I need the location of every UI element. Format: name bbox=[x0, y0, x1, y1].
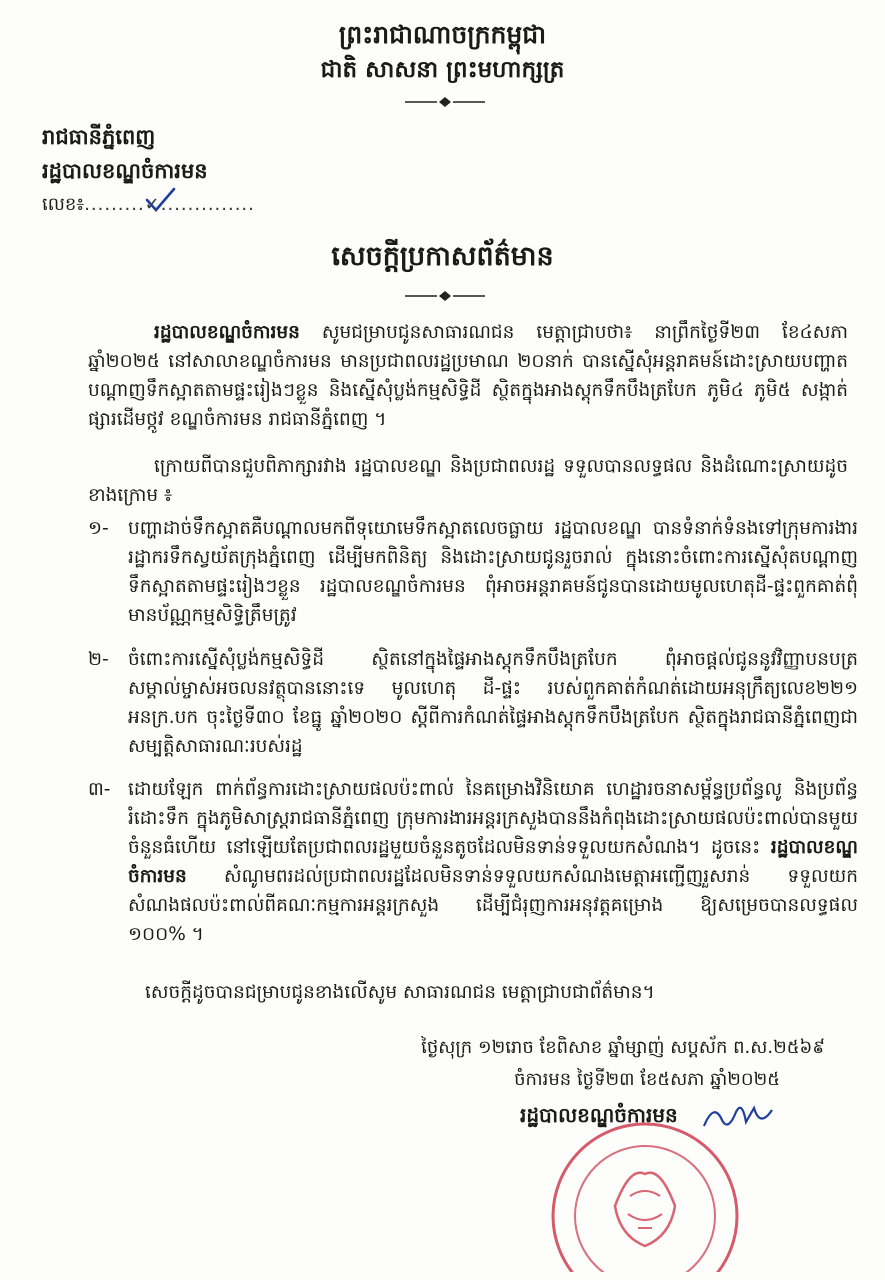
signature-icon bbox=[700, 1098, 780, 1138]
ornament-divider-title bbox=[405, 290, 485, 302]
item-text: បញ្ហាដាច់ទឹកស្អាតគឺបណ្តាលមកពីទុយោមេទឹកស្អាតលេចធ្លាយ រដ្ឋបាលខណ្ឌ បានទំនាក់ទំនងទៅក្រុមការងាររដ្ឋាករទឹកស្វយ័តក្រុងភ្នំពេញ ដើម្បីមកពិនិត្យ និងដោះស្រាយជូនរួចរាល់ ក្នុងនោះចំពោះការស្នើសុំតបណ្តាញទឹកស្អាតតាមផ្ទះរៀងៗខ្លួន រដ្ឋបាលខណ្ឌចំការមន ពុំអាចអន្តរាគមន៍ជូនបានដោយមូលហេតុដី-ផ្ទះពួកគាត់ពុំមានប័ណ្ណកម្មសិទ្ធិត្រឹមត្រូវ bbox=[128, 518, 858, 626]
item-text-bold: រដ្ឋបាលខណ្ឌចំការមន bbox=[128, 837, 858, 887]
document-title: សេចក្តីប្រកាសព័ត៌មាន bbox=[331, 241, 554, 272]
lunar-date: ថ្ងៃសុក្រ ១២រោច ខែពិសាខ ឆ្នាំម្សាញ់ សប្តស័ក ព.ស.២៥៦៩ bbox=[421, 1037, 825, 1058]
ornament-divider-top bbox=[405, 96, 485, 108]
list-item bbox=[88, 645, 858, 761]
paragraph-intro: ក្រោយពីបានជួបពិភាក្សារវាង រដ្ឋបាលខណ្ឌ និងប្រជាពលរដ្ឋ ទទួលបានលទ្ធផល និងដំណោះស្រាយដូចខាងក្រោម ៖ bbox=[88, 456, 848, 506]
paragraph-text: សូមជម្រាបជូនសាធារណជន មេត្តាជ្រាបថា៖ នាព្រឹកថ្ងៃទី២៣ ខែ៤សភា ឆ្នាំ២០២៥ នៅសាលាខណ្ឌចំការមន មានប្រជាពលរដ្ឋប្រមាណ ២០នាក់ បានស្នើសុំអន្តរាគមន៍ដោះស្រាយបញ្ហាតបណ្តាញទឹកស្អាតតាមផ្ទះរៀងៗខ្លួន និងស្នើសុំប្លង់កម្មសិទ្ធិដី ស្ថិតក្នុងអាងស្តុកទឹកបឹងត្របែក ភូមិ៤ ភូមិ៥ សង្កាត់ផ្សារដើមថ្កូវ ខណ្ឌចំការមន រាជធានីភ្នំពេញ ។ bbox=[88, 322, 848, 430]
item-text bbox=[128, 775, 858, 949]
list-item bbox=[88, 775, 858, 949]
capital-name: រាជធានីភ្នំពេញ bbox=[42, 125, 156, 149]
item-text-lead: ដោយឡែក ពាក់ព័ន្ធការដោះស្រាយផលប៉ះពាល់ នៃគម្រោងវិនិយោគ ហេដ្ឋារចនាសម្ព័ន្ធប្រព័ន្ធលូ និងប្រព័ន្ធរំដោះទឹក ក្នុងភូមិសាស្ត្ររាជធានីភ្នំពេញ ក្រុមការងារអន្តរក្រសួងបាននឹងកំពុងដោះស្រាយផលប៉ះពាល់បានមួយចំនួនធំហើយ នៅឡើយតែប្រជាពលរដ្ឋមួយចំនួនតូចដែលមិនទាន់ទទួលយកសំណង។ ដូចនេះ bbox=[128, 779, 858, 858]
reference-label: លេខ៖ bbox=[42, 194, 85, 215]
item-text-tail: សំណូមពរដល់ប្រជាពលរដ្ឋដែលមិនទាន់ទទួលយកសំណងមេត្តាអញ្ជើញរួសរាន់ ទទួលយកសំណងផលប៉ះពាល់ពីគណៈកម្មការអន្តរក្រសួង ដើម្បីជំរុញការអនុវត្តគម្រោង ឱ្យសម្រេចបានលទ្ធផល ១០០% ។ bbox=[128, 866, 858, 945]
item-number: ៣- bbox=[88, 779, 111, 800]
item-text: ចំពោះការស្នើសុំប្លង់កម្មសិទ្ធិដី ស្ថិតនៅក្នុងផ្ទៃអាងស្តុកទឹកបឹងត្របែក ពុំអាចផ្តល់ជូននូវវិញ្ញាបនបត្រសម្គាល់ម្ចាស់អចលនវត្ថុបាននោះទេ មូលហេតុ ដី-ផ្ទះ របស់ពួកគាត់កំណត់ដោយអនុក្រឹត្យលេខ២២១ អនក្រ.បក ចុះថ្ងៃទី៣០ ខែធ្នូ ឆ្នាំ២០២០ ស្តីពីការកំណត់ផ្ទៃអាងស្តុកទឹកបឹងត្របែក ស្ថិតក្នុងរាជធានីភ្នំពេញជាសម្បត្តិសាធារណៈរបស់រដ្ឋ bbox=[128, 649, 858, 757]
item-number: ២- bbox=[88, 649, 109, 670]
national-motto: ជាតិ សាសនា ព្រះមហាក្សត្រ bbox=[320, 57, 565, 83]
closing-statement: សេចក្តីដូចបានជម្រាបជូនខាងលើសូម សាធារណជន មេត្តាជ្រាបជាព័ត៌មាន។ bbox=[145, 982, 655, 1003]
kingdom-heading: ព្រះរាជាណាចក្រកម្ពុជា bbox=[338, 20, 547, 49]
district-administration: រដ្ឋបាលខណ្ឌចំការមន bbox=[42, 159, 208, 183]
solar-date: ចំការមន ថ្ងៃទី២៣ ខែ៥សភា ឆ្នាំ២០២៥ bbox=[514, 1069, 780, 1090]
reference-dots: .........✓.............. bbox=[84, 194, 255, 215]
list-item bbox=[88, 514, 858, 630]
checkmark-icon bbox=[144, 186, 176, 214]
item-number: ១- bbox=[88, 518, 109, 539]
signer-name: រដ្ឋបាលខណ្ឌចំការមន bbox=[520, 1103, 678, 1127]
paragraph-lead: រដ្ឋបាលខណ្ឌចំការមន bbox=[154, 322, 300, 343]
paragraph-announcement bbox=[88, 318, 848, 434]
